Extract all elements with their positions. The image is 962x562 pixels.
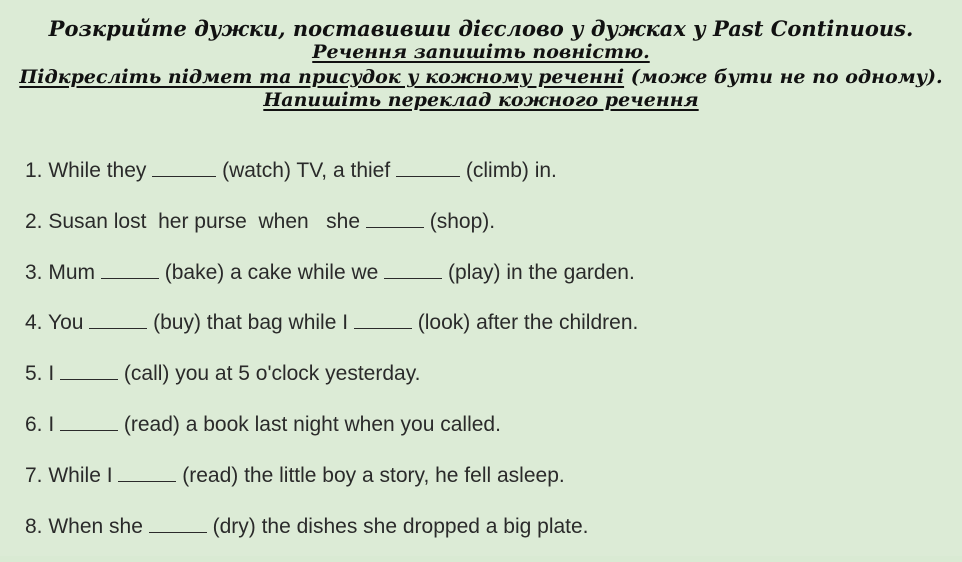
instruction-line-2-text: Речення запишіть повністю. bbox=[312, 41, 650, 63]
item-text: I bbox=[48, 412, 55, 436]
item-text: (play) in the garden. bbox=[448, 260, 635, 284]
exercise-item-4 bbox=[25, 308, 945, 359]
item-number: 4. bbox=[25, 311, 43, 335]
instruction-line-3-underlined: Підкресліть підмет та присудок у кожному реченні bbox=[19, 66, 625, 88]
item-text: (call) you at 5 o'clock yesterday. bbox=[123, 362, 421, 386]
exercise-item-2 bbox=[25, 207, 945, 258]
answer-blank[interactable] bbox=[118, 463, 176, 482]
item-text: (climb) in. bbox=[465, 159, 557, 182]
item-number: 7. bbox=[25, 463, 43, 487]
answer-blank[interactable] bbox=[101, 260, 159, 279]
answer-blank[interactable] bbox=[384, 260, 442, 279]
item-text: I bbox=[48, 362, 55, 386]
exercise-list bbox=[25, 156, 945, 562]
answer-blank[interactable] bbox=[354, 310, 412, 329]
item-text: (buy) that bag while I bbox=[153, 311, 349, 335]
answer-blank[interactable] bbox=[366, 209, 424, 228]
exercise-item-3 bbox=[25, 258, 945, 309]
item-text: Susan lost her purse when she bbox=[48, 209, 361, 233]
item-text: While they bbox=[48, 159, 147, 182]
answer-blank[interactable] bbox=[89, 310, 147, 329]
answer-blank[interactable] bbox=[149, 514, 207, 533]
answer-blank[interactable] bbox=[60, 412, 118, 431]
instruction-line-1-text: Розкрийте дужки, поставивши дієслово у дужках у Past Continuous. bbox=[48, 16, 914, 41]
item-text: (look) after the children. bbox=[417, 311, 639, 335]
item-number: 8. bbox=[25, 514, 43, 538]
item-number: 5. bbox=[25, 362, 43, 386]
item-text: You bbox=[47, 311, 84, 335]
item-text: (watch) TV, a thief bbox=[222, 159, 391, 182]
answer-blank[interactable] bbox=[396, 158, 460, 177]
instruction-line-3-rest: (може бути не по одному). bbox=[624, 66, 943, 88]
instruction-line-4 bbox=[0, 91, 962, 110]
item-text: (dry) the dishes she dropped a big plate. bbox=[212, 514, 589, 538]
exercise-item-1 bbox=[25, 156, 945, 207]
item-number: 3. bbox=[25, 260, 43, 284]
exercise-item-5 bbox=[25, 359, 945, 410]
item-number: 6. bbox=[25, 412, 43, 436]
item-text: (shop). bbox=[429, 209, 496, 233]
item-text: (bake) a cake while we bbox=[164, 260, 379, 284]
item-text: (read) a book last night when you called. bbox=[123, 412, 501, 436]
instruction-line-3 bbox=[0, 68, 962, 87]
item-text: While I bbox=[48, 463, 113, 487]
instruction-line-1 bbox=[0, 18, 962, 39]
instruction-line-4-text: Напишіть переклад кожного речення bbox=[263, 89, 699, 111]
item-text: When she bbox=[48, 514, 143, 538]
instructions-header bbox=[0, 12, 962, 110]
item-text: (read) the little boy a story, he fell asleep. bbox=[182, 463, 565, 487]
exercise-item-6 bbox=[25, 410, 945, 461]
answer-blank[interactable] bbox=[152, 158, 216, 177]
answer-blank[interactable] bbox=[60, 361, 118, 380]
item-number: 2. bbox=[25, 209, 43, 233]
exercise-item-7 bbox=[25, 461, 945, 512]
item-number: 1. bbox=[25, 159, 43, 182]
instruction-line-2 bbox=[0, 43, 962, 62]
exercise-item-8 bbox=[25, 512, 945, 562]
item-text: Mum bbox=[48, 260, 96, 284]
